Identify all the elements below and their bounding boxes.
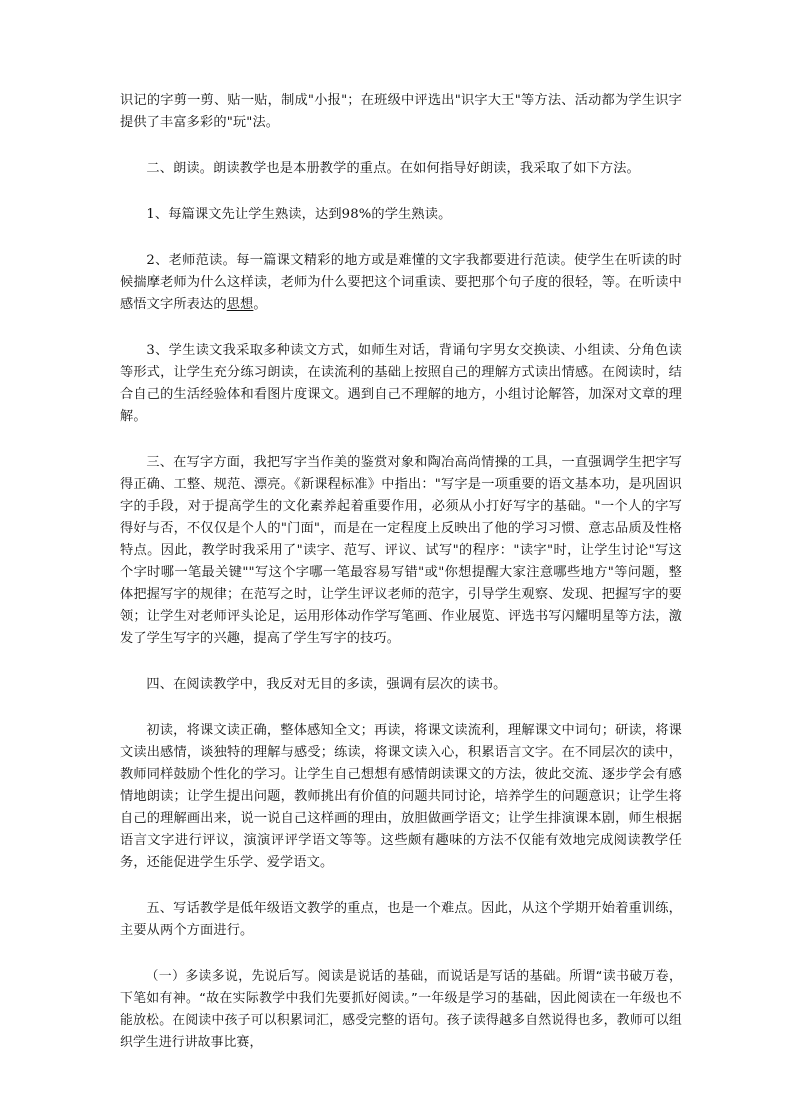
paragraph-writing-teaching: 五、写话教学是低年级语文教学的重点，也是一个难点。因此，从这个学期开始着重训练，主要从两个方面进行。 [120,901,682,938]
paragraph-reading-method-2-end: 。 [253,297,267,312]
paragraph-reading-method-1: 1、每篇课文先让学生熟读，达到98%的学生熟读。 [146,207,452,222]
document-page [120,90,682,1078]
paragraph-reading-teaching-heading: 四、在阅读教学中，我反对无目的多读，强调有层次的读书。 [146,677,507,692]
paragraph-reading-method-3: 3、学生读文我采取多种读文方式，如师生对话，背诵句字男女交换读、小组读、分角色读等形式，让学生充分练习朗读，在读流利的基础上按照自己的理解方式读出情感。在阅读时，结合自己的生活经验体和看图片度课文。遇到自己不理解的地方，小组讨论解答，加深对文章的理解。 [120,343,682,424]
paragraph-literacy-methods: 识记的字剪一剪、贴一贴，制成"小报"；在班级中评选出"识字大王"等方法、活动都为学生识字提供了丰富多彩的"玩"法。 [120,93,682,130]
paragraph-reading-levels: 初读，将课文读正确，整体感知全文；再读，将课文读流利，理解课文中词句；研读，将课文读出感情，谈独特的理解与感受；练读，将课文读入心，积累语言文字。在不同层次的读中，教师同样鼓励个性化的学习。让学生自己想想有感情朗读课文的方法，彼此交流、逐步学会有感情地朗读；让学生提出问题，教师挑出有价值的问题共同讨论，培养学生的问题意识；让学生将自己的理解画出来，说一说自己这样画的理由，放胆做画学语文；让学生排演课本剧，师生根据语言文字进行评议，演演评评学语文等等。这些颇有趣味的方法不仅能有效地完成阅读教学任务，还能促进学生乐学、爱学语文。 [120,723,682,870]
paragraph-read-more-speak-more: （一）多读多说，先说后写。阅读是说话的基础，而说话是写话的基础。所谓“读书破万卷，下笔如有神。“故在实际教学中我们先要抓好阅读。”一年级是学习的基础，因此阅读在一年级也不能放松。在阅读中孩子可以积累词汇，感受完整的语句。孩子读得越多自然说得也多，教师可以组织学生进行讲故事比赛， [120,969,682,1050]
paragraph-reading-method-2 [120,250,682,316]
thought-link[interactable]: 思想 [226,297,254,312]
paragraph-reading-heading: 二、朗读。朗读教学也是本册教学的重点。在如何指导好朗读，我采取了如下方法。 [146,161,640,176]
paragraph-writing-characters: 三、在写字方面，我把写字当作美的鉴赏对象和陶冶高尚情操的工具，一直强调学生把字写得正确、工整、规范、漂亮。《新课程标准》中指出："写字是一项重要的语文基本功，是巩固识字的手段，对于提高学生的文化素养起着重要作用，必须从小打好写字的基础。"一个人的字写得好与否，不仅仅是个人的"门面"，而是在一定程度上反映出了他的学习习惯、意志品质及性格特点。因此，教学时我采用了"读字、范写、评议、试写"的程序："读字"时，让学生讨论"写这个字时哪一笔最关键""写这个字哪一笔最容易写错"或"你想提醒大家注意哪些地方"等问题，整体把握写字的规律；在范写之时，让学生评议老师的范字，引导学生观察、发现、把握写字的要领；让学生对老师评头论足，运用形体动作学写笔画、作业展览、评选书写闪耀明星等方法，激发了学生写字的兴趣，提高了学生写字的技巧。 [120,455,682,646]
paragraph-reading-method-2-text: 2、老师范读。每一篇课文精彩的地方或是难懂的文字我都要进行范读。使学生在听读的时候揣摩老师为什么这样读，老师为什么要把这个词重读、要把那个句子度的很轻，等。在听读中感悟文字所表达的 [120,253,682,312]
